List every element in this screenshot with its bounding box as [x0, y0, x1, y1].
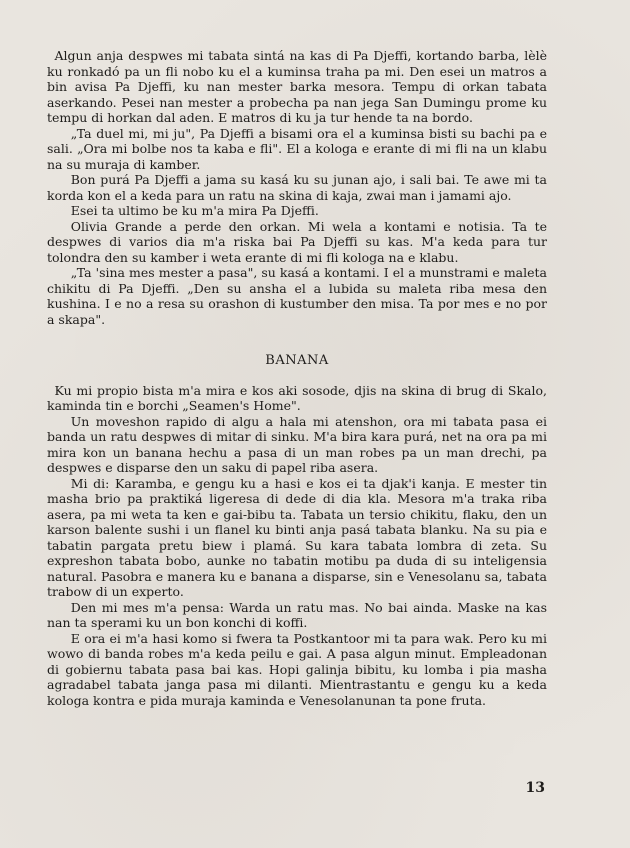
paragraph: Algun anja despwes mi tabata sintá na kas di Pa Djeffi, kortando barba, lèlè ku ronkadó pa un fli nobo ku el a kuminsa traha pa mi. Den esei un matros a bin avisa Pa Djeffi, ku nan mester barka mesora. Tempu di orkan tabata aserkando. Pesei nan mester a probecha pa nan jega San Dumingu prome ku tempu di horkan dal aden. E matros di ku ja tur hende ta na bordo. [47, 48, 547, 125]
paragraph: E ora ei m'a hasi komo si fwera ta Postkantoor mi ta para wak. Pero ku mi wowo di banda robes m'a keda peilu e gai. A pasa algun minut. Empleadonan di gobiernu tabata pasa bai kas. Hopi galinja bibitu, ku lomba i pia masha agradabel tabata janga pasa mi dilanti. Mientrastantu e gengu ku a keda kologa kontra e pida muraja kaminda e Venesolanunan ta pone fruta. [47, 630, 547, 708]
paragraph: Olivia Grande a perde den orkan. Mi wela a kontami e notisia. Ta te despwes di varios dia m'a riska bai Pa Djeffi su kas. M'a keda para tur tolondra den su kamber i weta erante di mi fli kologa na e klabu. [47, 218, 547, 265]
section-title: BANANA [265, 353, 329, 368]
paragraph: „Ta 'sina mes mester a pasa", su kasá a kontami. I el a munstrami e maleta chikitu di Pa Djeffi. „Den su ansha el a lubida su maleta riba mesa den kushina. I e no a resa su orashon di kustumber den misa. Ta por mes e no por a skapa". [47, 265, 547, 327]
page-number: 13 [525, 780, 545, 796]
paragraph: Den mi mes m'a pensa: Warda un ratu mas. No bai ainda. Maske na kas nan ta sperami ku un bon konchi di koffi. [47, 599, 547, 630]
paragraph: Ku mi propio bista m'a mira e kos aki sosode, djis na skina di brug di Skalo, kaminda tin e borchi „Seamen's Home". [47, 382, 547, 413]
paragraph: Bon purá Pa Djeffi a jama su kasá ku su junan ajo, i sali bai. Te awe mi ta korda kon el a keda para un ratu na skina di kaja, zwai man i jamami ajo. [47, 172, 547, 203]
text-column [47, 48, 547, 708]
paragraph: Un moveshon rapido di algu a hala mi atenshon, ora mi tabata pasa ei banda un ratu despwes di mitar di sinku. M'a bira kara purá, net na ora pa mi mira kon un banana hechu a pasa di un man robes pa un man drechi, pa despwes e disparse den un saku di papel riba asera. [47, 413, 547, 475]
paragraph: Mi di: Karamba, e gengu ku a hasi e kos ei ta djak'i kanja. E mester tin masha brio pa praktiká ligeresa di dede di dia kla. Mesora m'a traka riba asera, pa mi weta ta ken e gai-bibu ta. Tabata un tersio chikitu, flaku, den un karson balente sushi i un flanel ku binti anja pasá tabata blanku. Na su pia e tabatin pargata pretu biew i plamá. Su kara tabata lombra di zeta. Su expreshon tabata bobo, aunke no tabatin motibu pa duda di su inteligensia natural. Pasobra e manera ku e banana a disparse, sin e Venesolanu sa, tabata trabow di un experto. [47, 475, 547, 599]
paragraph: „Ta duel mi, mi ju", Pa Djeffi a bisami ora el a kuminsa bisti su bachi pa e sali. „Ora mi bolbe nos ta kaba e fli". El a kologa e erante di mi fli na un klabu na su muraja di kamber. [47, 125, 547, 172]
paragraph: Esei ta ultimo be ku m'a mira Pa Djeffi. [70, 203, 319, 218]
